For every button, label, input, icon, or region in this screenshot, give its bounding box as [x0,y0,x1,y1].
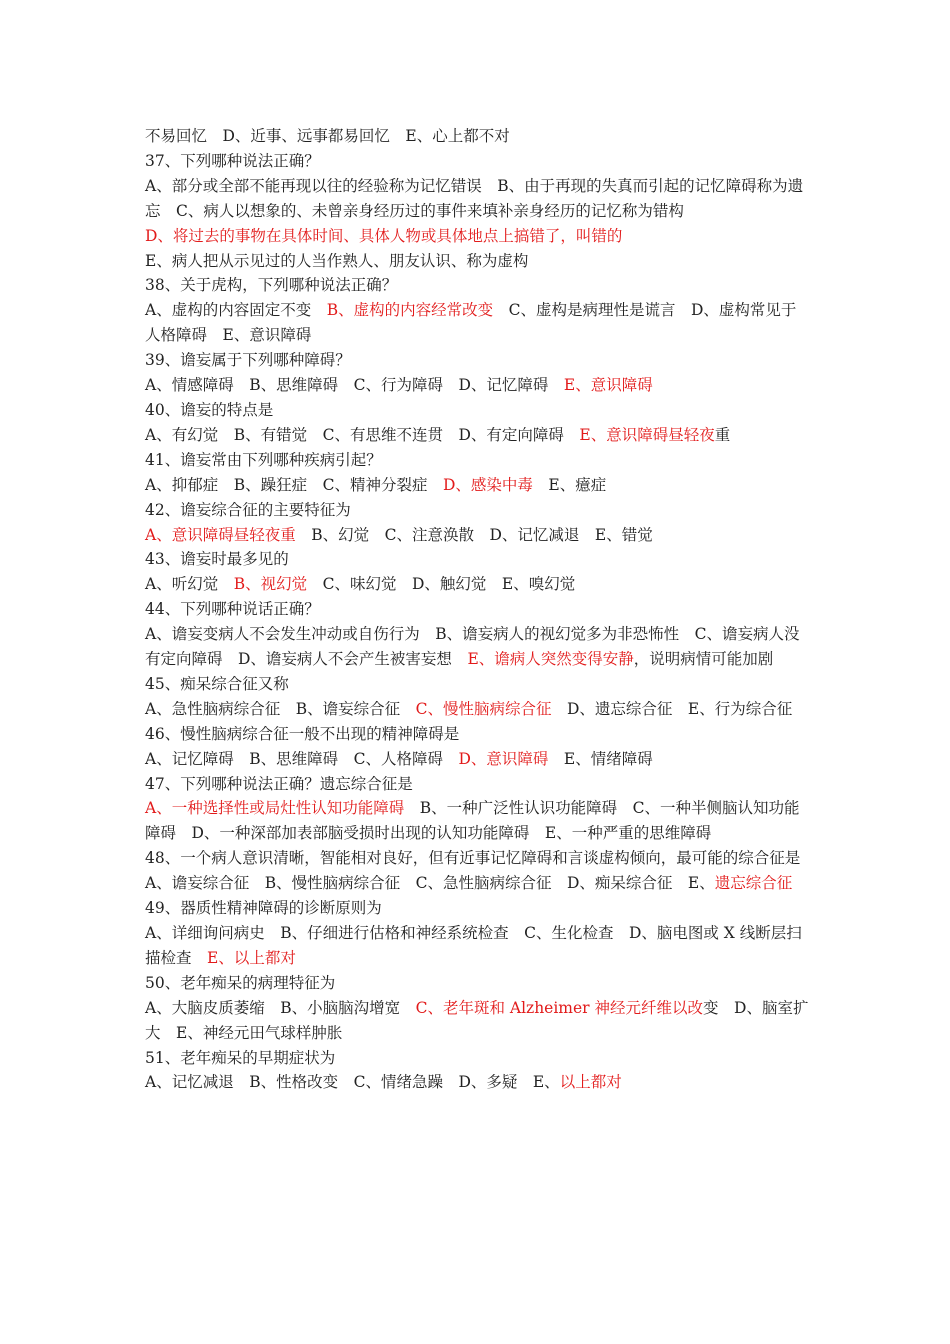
text-segment: 46、慢性脑病综合征一般不出现的精神障碍是 [145,724,460,743]
text-segment: A、部分或全部不能再现以往的经验称为记忆错误 B、由于再现的失真而引起的记忆障碍称为遗忘 C、病人以想象的、未曾亲身经历过的事件来填补亲身经历的记忆称为错构 [145,176,804,220]
text-line [145,772,810,797]
text-line [145,796,810,846]
text-line [145,622,810,672]
text-line [145,373,810,398]
text-segment: C、味幻觉 D、触幻觉 E、嗅幻觉 [307,575,576,594]
answer-highlight: A、意识障碍昼轻夜重 [145,525,296,544]
text-segment: 43、谵妄时最多见的 [145,550,289,569]
answer-highlight: C、慢性脑病综合征 [415,699,552,718]
text-line [145,473,810,498]
text-line [145,846,810,871]
text-segment: 50、老年痴呆的病理特征为 [145,973,336,992]
text-line [145,597,810,622]
text-segment: A、听幻觉 [145,575,234,594]
text-segment: E、情绪障碍 [548,749,653,768]
text-segment: 41、谵妄常由下列哪种疾病引起？ [145,450,382,469]
text-line [145,249,810,274]
text-segment: A、谵妄变病人不会发生冲动或自伤行为 B、谵妄病人的视幻觉多为非恐怖性 C、谵妄病人没有定向障碍 D、谵妄病人不会产生被害妄想 [145,625,800,669]
text-segment: D、遗忘综合征 E、行为综合征 [551,699,793,718]
text-line [145,398,810,423]
answer-highlight: D、感染中毒 [442,475,533,494]
text-segment: 重 [714,425,731,444]
text-line [145,1046,810,1071]
text-segment: 51、老年痴呆的早期症状为 [145,1048,336,1067]
text-line [145,672,810,697]
answer-highlight: 以上都对 [559,1073,622,1092]
text-line [145,348,810,373]
text-segment: A、有幻觉 B、有错觉 C、有思维不连贯 D、有定向障碍 [145,425,580,444]
text-segment: A、虚构的内容固定不变 [145,301,327,320]
text-segment: 40、谵妄的特点是 [145,400,274,419]
text-segment: 不易回忆 D、近事、远事都易回忆 E、心上都不对 [145,127,510,145]
answer-highlight: D、意识障碍 [458,749,549,768]
text-line [145,273,810,298]
text-segment: ，说明病情可能加剧 [633,650,774,669]
text-line [145,523,810,548]
text-line [145,697,810,722]
text-segment: E、病人把从示见过的人当作熟人、朋友认识、称为虚构 [145,251,529,270]
text-line [145,1070,810,1095]
text-line [145,298,810,348]
answer-highlight: A、一种选择性或局灶性认知功能障碍 [145,799,405,818]
text-line [145,747,810,772]
text-segment: C、虚构是病理性是谎言 D、虚构常见于人格障碍 E、意识障碍 [145,301,797,345]
text-segment: B、幻觉 C、注意涣散 D、记忆减退 E、错觉 [295,525,653,544]
text-segment: 48、一个病人意识清晰，智能相对良好，但有近事记忆障碍和言谈虚构倾向，最可能的综合征是 [145,849,801,868]
text-segment: A、谵妄综合征 B、慢性脑病综合征 C、急性脑病综合征 D、痴呆综合征 E、 [145,874,715,893]
text-line [145,996,810,1046]
text-line [145,224,810,249]
text-line [145,448,810,473]
text-segment: A、记忆减退 B、性格改变 C、情绪急躁 D、多疑 E、 [145,1073,560,1092]
text-segment: A、情感障碍 B、思维障碍 C、行为障碍 D、记忆障碍 [145,376,564,395]
text-segment: A、急性脑病综合征 B、谵妄综合征 [145,699,416,718]
text-segment: A、大脑皮质萎缩 B、小脑脑沟增宽 [145,998,416,1017]
text-segment: 变 D、脑室扩大 E、神经元田气球样肿胀 [145,998,809,1042]
text-segment: B、一种广泛性认识功能障碍 C、一种半侧脑认知功能障碍 D、一种深部加表部脑受损时出现的认知功能障碍 E、一种严重的思维障碍 [145,799,800,843]
text-line [145,423,810,448]
text-line [145,149,810,174]
text-line [145,174,810,224]
text-segment: 47、下列哪种说法正确？遗忘综合征是 [145,774,413,793]
text-line [145,896,810,921]
document-page [145,124,810,1095]
text-segment: 45、痴呆综合征又称 [145,674,289,693]
text-line [145,871,810,896]
answer-highlight: C、老年斑和 Alzheimer 神经元纤维以改 [415,998,704,1017]
text-line [145,921,810,971]
answer-highlight: E、意识障碍 [563,376,653,395]
answer-highlight: E、意识障碍昼轻夜 [579,425,715,444]
text-segment: 49、器质性精神障碍的诊断原则为 [145,899,382,918]
text-segment: A、记忆障碍 B、思维障碍 C、人格障碍 [145,749,459,768]
text-line [145,124,810,149]
text-segment: 42、谵妄综合征的主要特征为 [145,500,351,519]
text-segment: A、详细询问病史 B、仔细进行估格和神经系统检查 C、生化检查 D、脑电图或 X 线断层扫描检查 [145,924,802,967]
text-line [145,572,810,597]
text-line [145,498,810,523]
text-segment: 38、关于虎构，下列哪种说法正确？ [145,276,398,295]
answer-highlight: E、谵病人突然变得安静 [467,650,634,669]
text-segment: 37、下列哪种说法正确？ [145,151,320,170]
text-line [145,547,810,572]
answer-highlight: E、以上都对 [207,948,296,967]
text-line [145,971,810,996]
text-segment: A、抑郁症 B、躁狂症 C、精神分裂症 [145,475,443,494]
answer-highlight: B、虚构的内容经常改变 [326,301,494,320]
answer-highlight: 遗忘综合征 [714,874,793,893]
text-line [145,722,810,747]
answer-highlight: B、视幻觉 [233,575,308,594]
answer-highlight: D、将过去的事物在具体时间、具体人物或具体地点上搞错了，叫错的 [145,226,623,245]
text-segment: E、癔症 [532,475,607,494]
text-segment: 44、下列哪种说话正确？ [145,600,320,619]
text-segment: 39、谵妄属于下列哪种障碍？ [145,351,351,370]
